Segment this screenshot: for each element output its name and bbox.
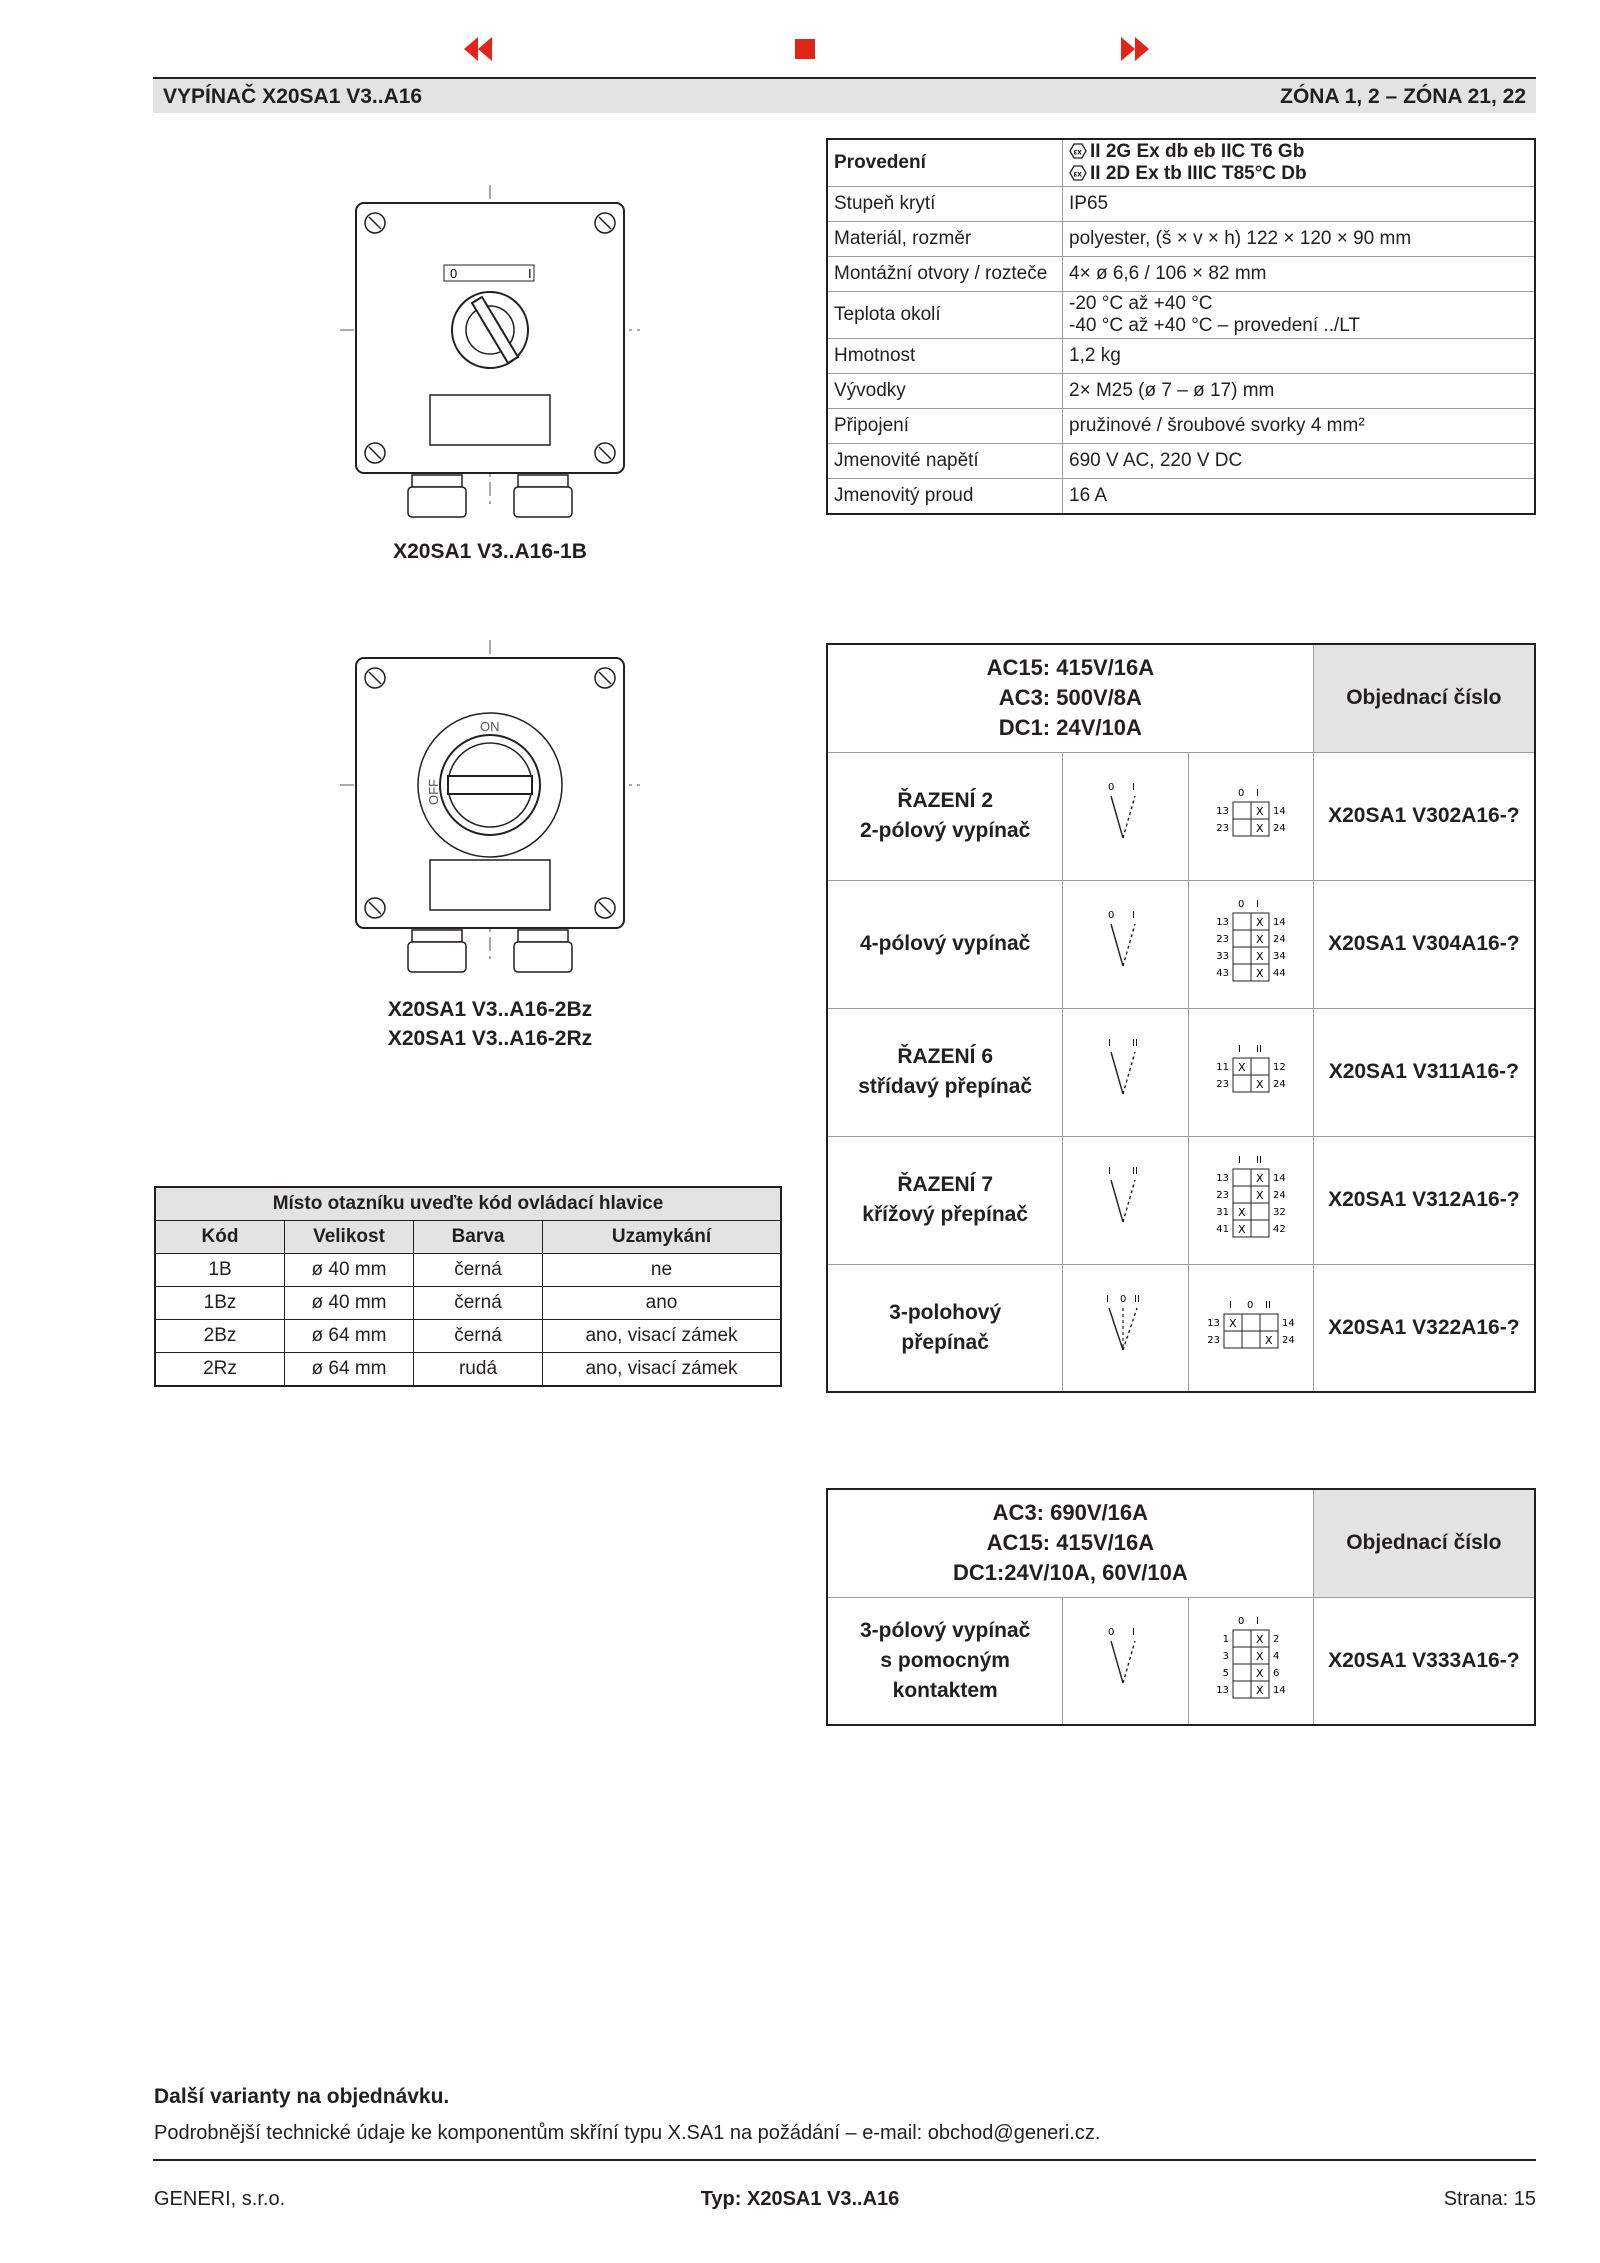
terminal-label: 24 [1272,1190,1286,1201]
column-label: I [1228,1299,1232,1311]
table-cell: ø 64 mm [285,1320,414,1353]
codes-header: Velikost [285,1221,414,1254]
symbol-cell [1063,1136,1188,1264]
codes-title: Místo otazníku uveďte kód ovládací hlavice [155,1187,781,1221]
terminal-label: 13 [1206,1317,1220,1329]
switch-type-cell [827,1136,1063,1264]
terminal-label: 23 [1215,823,1229,834]
header-zone: ZÓNA 1, 2 – ZÓNA 21, 22 [1280,85,1526,108]
terminal-label: 44 [1272,968,1286,979]
terminal-label: 24 [1272,1079,1286,1090]
order-row [827,1136,1535,1264]
contact-cell [1188,1008,1313,1136]
terminal-label: 14 [1272,806,1286,817]
switch-type-line: 3-polohový [889,1300,1002,1324]
rating-line: DC1: 24V/10A [998,715,1142,741]
contact-mark: X [1255,933,1264,946]
contact-mark: X [1255,916,1264,929]
spec-value [1063,409,1536,444]
position-label: II [1132,1166,1139,1177]
order-table-2 [826,1488,1536,1726]
spec-row [827,479,1535,515]
position-label: II [1132,1038,1139,1049]
terminal-label: 14 [1272,1173,1286,1184]
switch-symbol-icon [1095,1623,1155,1693]
order-number-header: Objednací číslo [1313,644,1535,752]
contact-mark: X [1255,1649,1264,1663]
terminal-label: 6 [1272,1667,1279,1679]
terminal-label: 24 [1272,934,1286,945]
switch-type-line: ŘAZENÍ 2 [897,789,993,812]
column-label: I [1255,788,1259,799]
table-cell: 1B [155,1254,285,1287]
ex-mark-icon [1069,143,1087,159]
codes-header: Barva [414,1221,543,1254]
order-code: X20SA1 V304A16-? [1313,880,1535,1008]
spec-row [827,139,1535,187]
terminal-label: 32 [1272,1207,1286,1218]
off-label: OFF [426,779,441,805]
contact-table-icon [1201,1151,1301,1243]
order-row [827,880,1535,1008]
switch-zero-label: 0 [450,266,458,281]
on-label: ON [480,719,500,734]
spec-value-text: 4× ø 6,6 / 106 × 82 mm [1069,263,1267,284]
contact-cell [1188,752,1313,880]
contact-mark: X [1237,1223,1246,1236]
switch-type-line: 2-pólový vypínač [859,819,1031,842]
terminal-label: 12 [1272,1062,1286,1073]
switch-symbol-icon [1095,906,1155,976]
terminal-label: 13 [1215,806,1229,817]
spec-key: Teplota okolí [827,292,1063,339]
order-row [827,1008,1535,1136]
contact-mark: X [1264,1333,1273,1347]
spec-value-line [1069,163,1528,185]
spec-value-line [1069,141,1528,163]
terminal-label: 43 [1215,968,1229,979]
column-label: II [1264,1299,1271,1311]
terminal-label: 23 [1215,1190,1229,1201]
contact-mark: X [1255,1189,1264,1202]
switch-type-line: ŘAZENÍ 6 [897,1045,993,1068]
table-row [155,1353,781,1387]
position-label: I [1106,1293,1110,1305]
position-label: I [1132,782,1136,793]
position-label: 0 [1108,782,1115,793]
spec-key: Hmotnost [827,339,1063,374]
footer-company: GENERI, s.r.o. [154,2188,286,2210]
switch-type-cell [827,880,1063,1008]
header-bar [153,77,1536,113]
terminal-label: 14 [1281,1317,1295,1329]
terminal-label: 14 [1272,1684,1286,1696]
contact-mark: X [1237,1061,1246,1074]
symbol-cell [1063,880,1188,1008]
spec-value-text: -40 °C až +40 °C – provedení ../LT [1069,315,1361,336]
switch-type-line: 4-pólový vypínač [859,932,1031,955]
notes-title: Další varianty na objednávku. [154,2085,450,2108]
spec-row [827,257,1535,292]
contact-mark: X [1237,1206,1246,1219]
table-cell: ano [543,1287,782,1320]
order-code: X20SA1 V311A16-? [1313,1008,1535,1136]
terminal-label: 23 [1206,1334,1220,1346]
spec-row [827,444,1535,479]
contact-cell [1188,1597,1313,1725]
switch-type-line: kontaktem [892,1678,998,1702]
rating-line: AC3: 690V/16A [992,1500,1148,1526]
contact-mark: X [1228,1316,1237,1330]
rating-cell [827,1489,1313,1597]
position-label: I [1108,1038,1112,1049]
order-code: X20SA1 V302A16-? [1313,752,1535,880]
spec-key: Stupeň krytí [827,187,1063,222]
terminal-label: 13 [1215,1684,1229,1696]
table-row [155,1287,781,1320]
spec-value-text: pružinové / šroubové svorky 4 mm² [1069,415,1365,436]
footer-page: Strana: 15 [1443,2188,1536,2210]
svg-text:εx: εx [1073,169,1082,179]
order-code: X20SA1 V333A16-? [1313,1597,1535,1725]
column-label: 0 [1237,1615,1244,1627]
spec-value-text: II 2D Ex tb IIIC T85°C Db [1090,163,1307,184]
contact-mark: X [1255,950,1264,963]
symbol-cell [1063,1008,1188,1136]
contact-table-icon [1201,1612,1301,1704]
column-label: I [1237,1044,1241,1055]
codes-header: Kód [155,1221,285,1254]
spec-key: Provedení [827,139,1063,187]
spec-row [827,292,1535,339]
switch-one-label: I [528,266,532,281]
contact-mark: X [1255,805,1264,818]
switch-symbol-icon [1095,1034,1155,1104]
symbol-cell [1063,1264,1188,1392]
spec-value-text: polyester, (š × v × h) 122 × 120 × 90 mm [1069,228,1412,249]
rating-line: AC15: 415V/16A [986,655,1155,681]
spec-row [827,409,1535,444]
contact-mark: X [1255,1666,1264,1680]
contact-mark: X [1255,967,1264,980]
contact-table-icon [1201,1040,1301,1098]
table-cell: ø 64 mm [285,1353,414,1387]
position-label: II [1134,1293,1141,1305]
spec-row [827,222,1535,257]
order-row [827,1264,1535,1392]
symbol-cell [1063,752,1188,880]
drawing-1-caption: X20SA1 V3..A16-1B [393,540,587,563]
position-label: 0 [1108,1626,1115,1638]
position-label: I [1132,1626,1136,1638]
table-cell: ne [543,1254,782,1287]
spec-value [1063,339,1536,374]
spec-key: Vývodky [827,374,1063,409]
switch-type-line: přepínač [901,1330,989,1354]
terminal-label: 4 [1272,1650,1279,1662]
spec-value-text: IP65 [1069,193,1109,214]
contact-table-icon [1201,784,1301,842]
terminal-label: 23 [1215,934,1229,945]
spec-row [827,374,1535,409]
switch-symbol-icon [1095,1290,1155,1360]
footer-type: Typ: X20SA1 V3..A16 [700,2188,900,2210]
order-row [827,752,1535,880]
terminal-label: 42 [1272,1224,1286,1235]
position-label: I [1108,1166,1112,1177]
table-cell: černá [414,1254,543,1287]
table-cell: ø 40 mm [285,1254,414,1287]
switch-type-cell [827,1008,1063,1136]
terminal-label: 11 [1215,1062,1229,1073]
table-cell: černá [414,1320,543,1353]
table-cell: černá [414,1287,543,1320]
spec-value-line [1069,315,1528,337]
order-row [827,1597,1535,1725]
table-cell: 2Rz [155,1353,285,1387]
header-title: VYPÍNAČ X20SA1 V3..A16 [163,85,423,108]
order-code: X20SA1 V312A16-? [1313,1136,1535,1264]
spec-value [1063,139,1536,187]
column-label: I [1255,1615,1259,1627]
contact-mark: X [1255,1632,1264,1646]
column-label: II [1255,1044,1262,1055]
switch-type-line: s pomocným [880,1648,1010,1672]
terminal-label: 24 [1272,823,1286,834]
switch-type-cell [827,752,1063,880]
table-cell: 1Bz [155,1287,285,1320]
terminal-label: 23 [1215,1079,1229,1090]
column-label: II [1255,1155,1262,1166]
spec-value-text: II 2G Ex db eb IIC T6 Gb [1090,141,1305,162]
contact-mark: X [1255,1078,1264,1091]
terminal-label: 31 [1215,1207,1229,1218]
table-cell: rudá [414,1353,543,1387]
contact-cell [1188,880,1313,1008]
rating-line: DC1:24V/10A, 60V/10A [952,1560,1188,1586]
symbol-cell [1063,1597,1188,1725]
contact-cell [1188,1264,1313,1392]
notes-text: Podrobnější technické údaje ke komponentům skříní typu X.SA1 na požádání – e-mail: obchod@generi.cz. [154,2122,1101,2144]
switch-type-line: střídavý přepínač [858,1075,1033,1098]
table-cell: ano, visací zámek [543,1353,782,1387]
enclosure-2bz-drawing [340,640,640,990]
rating-cell [827,644,1313,752]
contact-cell [1188,1136,1313,1264]
terminal-label: 24 [1281,1334,1295,1346]
terminal-label: 33 [1215,951,1229,962]
spec-table [826,138,1536,515]
table-row [155,1254,781,1287]
spec-value [1063,187,1536,222]
spec-value-text: 16 A [1069,485,1108,506]
rating-line: AC15: 415V/16A [986,1530,1155,1556]
spec-value [1063,374,1536,409]
spec-key: Jmenovitý proud [827,479,1063,515]
switch-type-line: 3-pólový vypínač [859,1618,1031,1642]
terminal-label: 14 [1272,917,1286,928]
spec-row [827,187,1535,222]
head-code-table [154,1186,782,1387]
rating-line: AC3: 500V/8A [998,685,1142,711]
spec-value [1063,222,1536,257]
terminal-label: 41 [1215,1224,1229,1235]
switch-type-line: ŘAZENÍ 7 [897,1173,993,1196]
stop-icon[interactable] [783,34,823,64]
spec-value [1063,292,1536,339]
contact-mark: X [1255,1683,1264,1697]
terminal-label: 2 [1272,1633,1279,1645]
switch-symbol-icon [1095,778,1155,848]
spec-value [1063,479,1536,515]
table-row [155,1320,781,1353]
contact-mark: X [1255,822,1264,835]
terminal-label: 1 [1222,1633,1229,1645]
spec-key: Materiál, rozměr [827,222,1063,257]
column-label: 0 [1237,899,1244,910]
previous-page-icon[interactable] [460,34,500,64]
next-page-icon[interactable] [1113,34,1153,64]
ex-mark-icon [1069,165,1087,181]
spec-value [1063,257,1536,292]
spec-key: Připojení [827,409,1063,444]
position-label: 0 [1120,1293,1127,1305]
spec-value-text: 1,2 kg [1069,345,1121,366]
order-number-header: Objednací číslo [1313,1489,1535,1597]
column-label: 0 [1237,788,1244,799]
drawing-2-caption-1: X20SA1 V3..A16-2Bz [387,998,593,1021]
terminal-label: 13 [1215,1173,1229,1184]
column-label: I [1255,899,1259,910]
contact-mark: X [1255,1172,1264,1185]
terminal-label: 5 [1222,1667,1229,1679]
table-cell: ano, visací zámek [543,1320,782,1353]
spec-value-line [1069,293,1528,315]
table-cell: 2Bz [155,1320,285,1353]
spec-value-text: 2× M25 (ø 7 – ø 17) mm [1069,380,1275,401]
order-table-1 [826,643,1536,1393]
switch-symbol-icon [1095,1162,1155,1232]
enclosure-1b-drawing [340,185,640,535]
spec-key: Montážní otvory / rozteče [827,257,1063,292]
position-label: 0 [1108,910,1115,921]
table-cell: ø 40 mm [285,1287,414,1320]
spec-key: Jmenovité napětí [827,444,1063,479]
terminal-label: 13 [1215,917,1229,928]
spec-row [827,339,1535,374]
switch-type-cell [827,1597,1063,1725]
order-code: X20SA1 V322A16-? [1313,1264,1535,1392]
switch-type-line: křížový přepínač [862,1203,1029,1226]
switch-type-cell [827,1264,1063,1392]
terminal-label: 34 [1272,951,1286,962]
spec-value [1063,444,1536,479]
column-label: 0 [1246,1299,1253,1311]
svg-text:εx: εx [1073,147,1082,157]
contact-table-icon [1201,895,1301,987]
terminal-label: 3 [1222,1650,1229,1662]
drawing-2-caption-2: X20SA1 V3..A16-2Rz [387,1027,593,1050]
position-label: I [1132,910,1136,921]
contact-table-icon [1201,1296,1301,1354]
spec-value-text: 690 V AC, 220 V DC [1069,450,1243,471]
column-label: I [1237,1155,1241,1166]
codes-header: Uzamykání [543,1221,782,1254]
spec-value-text: -20 °C až +40 °C [1069,293,1213,314]
footer-divider [153,2159,1536,2161]
